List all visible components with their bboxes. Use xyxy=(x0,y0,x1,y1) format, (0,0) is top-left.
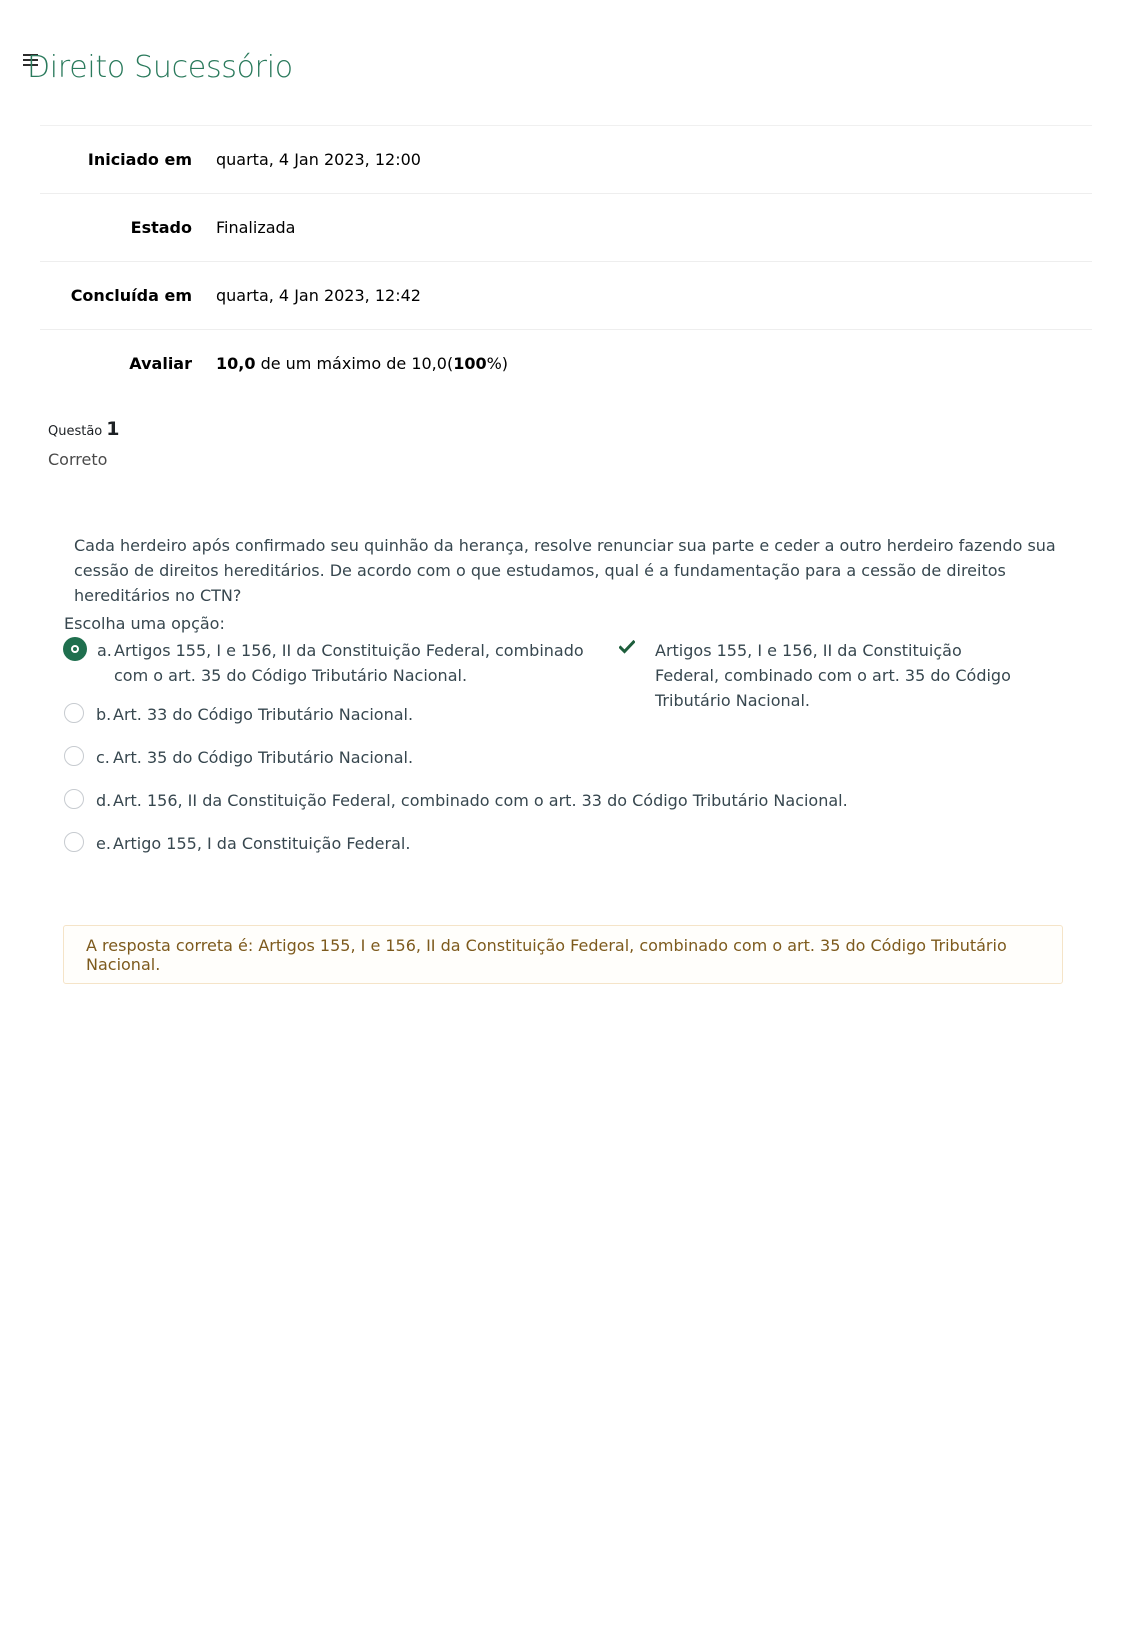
summary-value: Finalizada xyxy=(216,218,296,237)
grade-middle: de um máximo de 10,0( xyxy=(255,354,454,373)
question-state: Correto xyxy=(48,450,108,469)
right-answer-box xyxy=(63,925,1063,984)
summary-value: quarta, 4 Jan 2023, 12:00 xyxy=(216,150,421,169)
option-text: Art. 156, II da Constituição Federal, combinado com o art. 33 do Código Tributário Nacional. xyxy=(113,791,848,810)
option-letter: a. xyxy=(97,641,112,660)
grade-score: 10,0 xyxy=(216,354,256,373)
option-d[interactable] xyxy=(64,788,1054,813)
feedback-text: Artigos 155, I e 156, II da Constituição Federal, combinado com o art. 35 do Código Tributário Nacional. xyxy=(655,641,1011,710)
option-text: Artigo 155, I da Constituição Federal. xyxy=(113,834,411,853)
check-icon xyxy=(619,640,635,654)
right-answer-text: A resposta correta é: Artigos 155, I e 156, II da Constituição Federal, combinado com o art. 35 do Código Tributário Nacional. xyxy=(86,935,1007,974)
answer-prompt: Escolha uma opção: xyxy=(64,614,225,633)
grade-end: %) xyxy=(486,354,509,373)
radio[interactable] xyxy=(64,789,84,809)
grade-percent: 100 xyxy=(453,354,487,373)
option-e[interactable] xyxy=(64,831,1054,856)
option-letter: d. xyxy=(96,791,112,810)
attempt-summary-table xyxy=(40,125,1092,397)
radio[interactable] xyxy=(64,746,84,766)
summary-row-started xyxy=(40,126,1092,194)
radio-selected[interactable] xyxy=(63,637,87,661)
radio[interactable] xyxy=(64,703,84,723)
option-c[interactable] xyxy=(64,745,1054,770)
summary-row-grade xyxy=(40,330,1092,398)
option-letter: c. xyxy=(96,748,110,767)
question-text: Cada herdeiro após confirmado seu quinhão da herança, resolve renunciar sua parte e ceder a outro herdeiro fazendo sua cessão de direitos hereditários. De acordo com o que estudamos, qual é a fundamentação para a cessão de direitos hereditários no CTN? xyxy=(74,536,1056,605)
option-letter: b. xyxy=(96,705,112,724)
grade-value xyxy=(204,330,1092,398)
question-number xyxy=(48,418,120,440)
summary-label: Concluída em xyxy=(70,286,192,305)
option-text: Art. 35 do Código Tributário Nacional. xyxy=(113,748,414,767)
summary-row-state xyxy=(40,194,1092,262)
radio[interactable] xyxy=(64,832,84,852)
summary-label: Estado xyxy=(130,218,192,237)
question-number-value: 1 xyxy=(106,418,120,440)
answer-options xyxy=(64,638,1054,870)
question-label: Questão xyxy=(48,424,103,439)
page-title: Direito Sucessório xyxy=(27,50,293,85)
option-letter: e. xyxy=(96,834,111,853)
question-info xyxy=(48,418,120,469)
summary-label: Iniciado em xyxy=(87,150,192,169)
option-text: Art. 33 do Código Tributário Nacional. xyxy=(113,705,414,724)
summary-row-completed xyxy=(40,262,1092,330)
summary-label: Avaliar xyxy=(129,354,192,373)
option-b[interactable] xyxy=(64,702,1054,727)
option-a[interactable] xyxy=(64,638,1054,710)
option-text: Artigos 155, I e 156, II da Constituição Federal, combinado com o art. 35 do Código Tributário Nacional. xyxy=(114,641,584,685)
summary-value: quarta, 4 Jan 2023, 12:42 xyxy=(216,286,421,305)
